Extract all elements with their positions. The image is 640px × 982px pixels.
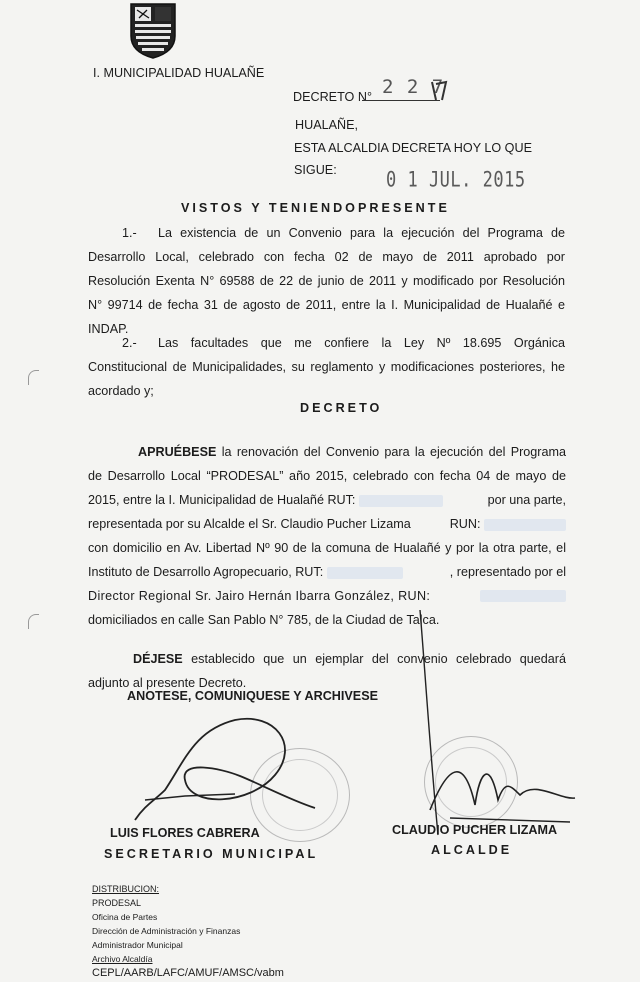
signature-right bbox=[380, 610, 580, 845]
decreto-line-6-end: , representado por el bbox=[449, 565, 566, 579]
decreto-line-3 bbox=[88, 488, 566, 512]
vistos-item-1-line: La existencia de un Convenio para la ejecución del Programa de bbox=[158, 226, 565, 240]
date-stamp: 0 1 JUL. 2015 bbox=[386, 167, 526, 193]
punch-hole-mark bbox=[28, 370, 39, 385]
dejese-line-2: adjunto al presente Decreto. bbox=[88, 676, 247, 690]
distribution-item: Dirección de Administración y Finanzas bbox=[92, 926, 241, 936]
decreto-line-7-text: Director Regional Sr. Jairo Hernán Ibarra González, RUN: bbox=[88, 589, 431, 603]
signature-left bbox=[125, 700, 325, 835]
vistos-item-2-line: acordado y; bbox=[88, 384, 154, 398]
decreto-line-1-text: la renovación del Convenio para la ejecución del Programa bbox=[216, 445, 566, 459]
decreto-line-1 bbox=[138, 440, 566, 464]
decreto-label: DECRETO N° bbox=[293, 90, 372, 104]
distribution-item: Administrador Municipal bbox=[92, 940, 183, 950]
decreto-line-7 bbox=[88, 584, 566, 608]
signer-right-name: CLAUDIO PUCHER LIZAMA bbox=[392, 823, 558, 837]
decreto-line-2: de Desarrollo Local “PRODESAL” año 2015, celebrado con fecha 04 de mayo de bbox=[88, 469, 566, 483]
distribution-title: DISTRIBUCION: bbox=[92, 884, 160, 894]
decreto-line-4-run-label: RUN: bbox=[449, 517, 481, 531]
city-line: HUALAÑE, bbox=[295, 118, 358, 132]
vistos-title: VISTOS Y TENIENDOPRESENTE bbox=[181, 201, 450, 215]
distribution-block bbox=[92, 882, 284, 980]
decreto-line-5: con domicilio en Av. Libertad Nº 90 de la comuna de Hualañé y por la otra parte, el bbox=[88, 541, 566, 555]
decreto-line-6 bbox=[88, 560, 566, 584]
redacted-municipality-rut bbox=[359, 495, 443, 507]
decreto-number-handwritten-mark bbox=[428, 78, 450, 109]
redacted-director-run bbox=[480, 590, 566, 602]
decreto-line-3-end: por una parte, bbox=[487, 493, 566, 507]
vistos-item-2-line: Constitucional de Municipalidades, su reglamento y modificaciones posteriores, he bbox=[88, 360, 565, 374]
distribution-item: Oficina de Partes bbox=[92, 912, 158, 922]
municipal-crest-logo bbox=[127, 0, 179, 60]
alcaldia-line-2: SIGUE: bbox=[294, 163, 337, 177]
decreto-line-4-text: representada por su Alcalde el Sr. Claudio Pucher Lizama bbox=[88, 517, 411, 531]
redacted-alcalde-run bbox=[484, 519, 566, 531]
decreto-line-8: domiciliados en calle San Pablo N° 785, de la Ciudad de Talca. bbox=[88, 613, 440, 627]
vistos-item-1-line: N° 99714 de fecha 31 de agosto de 2011, entre la I. Municipalidad de Hualañé e bbox=[88, 298, 565, 312]
apruebese-keyword: APRUÉBESE bbox=[138, 445, 217, 459]
decreto-title: DECRETO bbox=[300, 401, 383, 415]
signer-right-title: ALCALDE bbox=[431, 843, 513, 857]
decreto-line-6-text: Instituto de Desarrollo Agropecuario, RUT: bbox=[88, 565, 324, 579]
vistos-item-1-line: Resolución Exenta N° 69588 de 22 de junio de 2011 y modificado por Resolución bbox=[88, 274, 565, 288]
alcaldia-line-1: ESTA ALCALDIA DECRETA HOY LO QUE bbox=[294, 141, 532, 155]
punch-hole-mark bbox=[28, 614, 39, 629]
vistos-item-1-number: 1.- bbox=[122, 226, 137, 240]
dejese-line-1-text: establecido que un ejemplar del convenio celebrado quedará bbox=[182, 652, 566, 666]
signer-left-name: LUIS FLORES CABRERA bbox=[110, 826, 260, 840]
vistos-item-2-line: Las facultades que me confiere la Ley Nº 18.695 Orgánica bbox=[158, 336, 565, 350]
signer-left-title: SECRETARIO MUNICIPAL bbox=[104, 847, 319, 861]
decreto-line-4 bbox=[88, 512, 566, 536]
vistos-item-1 bbox=[88, 221, 565, 341]
distribution-item: CEPL/AARB/LAFC/AMUF/AMSC/vabm bbox=[92, 967, 284, 979]
distribution-item: Archivo Alcaldía bbox=[92, 954, 153, 964]
dejese-keyword: DÉJESE bbox=[133, 652, 183, 666]
vistos-item-2 bbox=[88, 331, 565, 403]
decreto-number: 2 2 7 bbox=[382, 76, 445, 98]
vistos-item-2-number: 2.- bbox=[122, 336, 137, 350]
closing-line: ANOTESE, COMUNIQUESE Y ARCHIVESE bbox=[127, 689, 378, 703]
redacted-indap-rut bbox=[327, 567, 403, 579]
municipality-name: I. MUNICIPALIDAD HUALAÑE bbox=[93, 66, 265, 80]
decreto-line-3-text: 2015, entre la I. Municipalidad de Hualañé RUT: bbox=[88, 493, 356, 507]
vistos-item-1-line: INDAP. bbox=[88, 322, 129, 336]
vistos-item-1-line: Desarrollo Local, celebrado con fecha 02 de mayo de 2011 aprobado por bbox=[88, 250, 565, 264]
distribution-item: PRODESAL bbox=[92, 898, 142, 908]
